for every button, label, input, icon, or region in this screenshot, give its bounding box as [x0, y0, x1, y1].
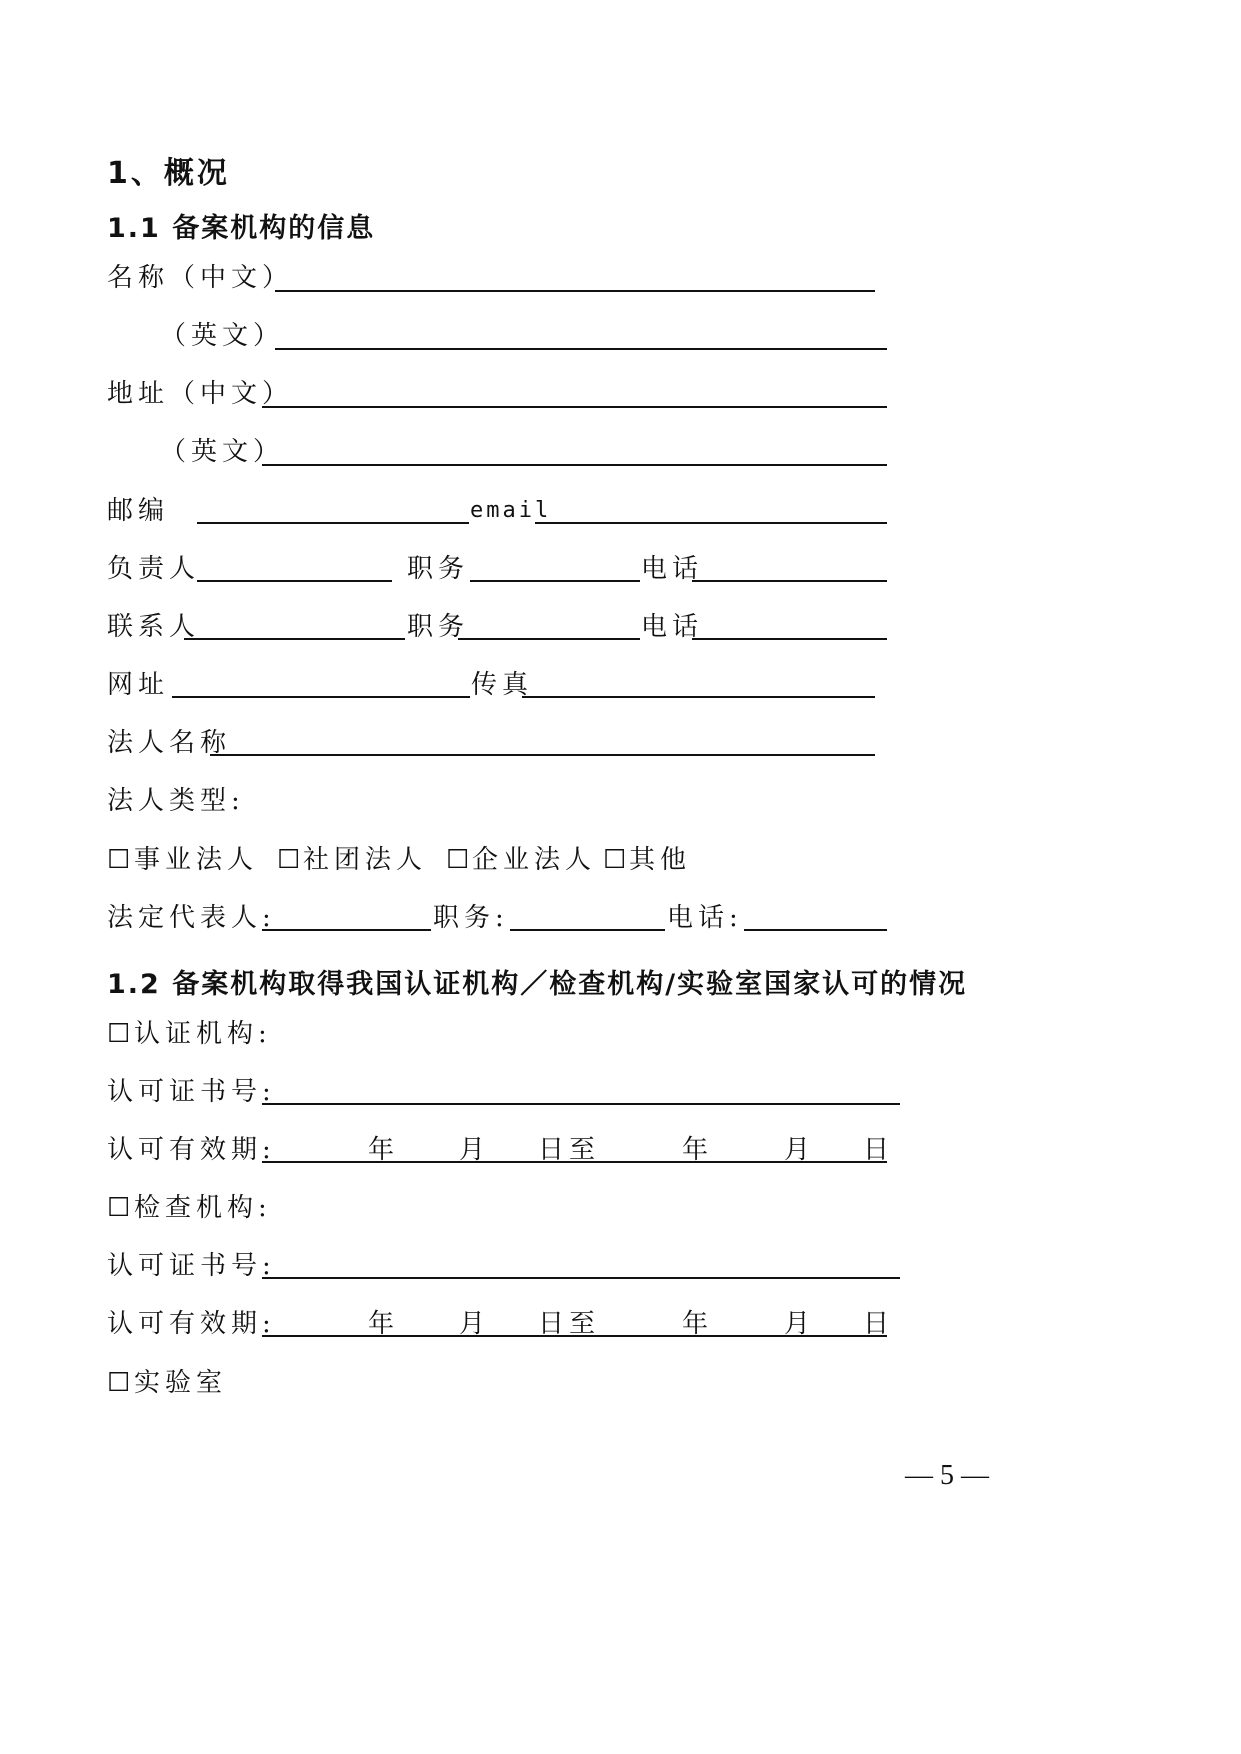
legal-name-field[interactable]: [210, 754, 875, 756]
legal-type-option-label: 事业法人: [134, 845, 259, 875]
addr-en-label: （英文）: [160, 437, 285, 467]
checkbox-icon[interactable]: ☐: [277, 845, 306, 875]
website-field[interactable]: [172, 696, 470, 698]
addr-cn-label: 地址（中文）: [107, 379, 294, 409]
cert-org-label: 认证机构:: [134, 1019, 272, 1049]
validity-label-1: 认可有效期:: [107, 1135, 276, 1165]
email-label: email: [470, 498, 552, 523]
validity-label-2: 认可有效期:: [107, 1309, 276, 1339]
name-en-field[interactable]: [275, 348, 887, 350]
email-field[interactable]: [535, 522, 887, 524]
validity-1-month-to: 月: [784, 1135, 816, 1165]
website-label: 网址: [107, 670, 170, 700]
postcode-label: 邮编: [107, 496, 170, 526]
checkbox-icon[interactable]: ☐: [107, 1019, 136, 1049]
section-title: 1、概况: [107, 156, 230, 191]
fax-label: 传真: [471, 670, 534, 700]
contact-post-label: 职务: [407, 612, 470, 642]
cert-no-label-1: 认可证书号:: [107, 1077, 276, 1107]
checkbox-icon[interactable]: ☐: [107, 845, 136, 875]
cert-no-field-1[interactable]: [262, 1103, 900, 1105]
legal-name-label: 法人名称: [107, 728, 232, 758]
addr-en-field[interactable]: [262, 464, 887, 466]
rep-field[interactable]: [262, 929, 431, 931]
name-cn-field[interactable]: [275, 290, 875, 292]
validity-1-day-to: 日至: [538, 1135, 601, 1165]
validity-1-year-to: 年: [682, 1135, 714, 1165]
validity-1-year-from: 年: [368, 1135, 400, 1165]
validity-2-year-from: 年: [368, 1309, 400, 1339]
contact-label: 联系人: [107, 612, 201, 642]
leader-label: 负责人: [107, 554, 201, 584]
legal-type-option-label: 社团法人: [303, 845, 428, 875]
checkbox-icon[interactable]: ☐: [603, 845, 632, 875]
rep-label: 法定代表人:: [107, 903, 276, 933]
rep-phone-label: 电话:: [667, 903, 743, 933]
subsection-1-1-title: 1.1 备案机构的信息: [107, 213, 376, 244]
legal-type-label: 法人类型:: [107, 786, 245, 816]
legal-type-option-label: 企业法人: [472, 845, 597, 875]
rep-phone-field[interactable]: [744, 929, 887, 931]
legal-type-option-label: 其他: [629, 845, 692, 875]
leader-post-label: 职务: [407, 554, 470, 584]
page-number: — 5 —: [905, 1460, 989, 1491]
subsection-1-2-title: 1.2 备案机构取得我国认证机构／检查机构/实验室国家认可的情况: [107, 969, 968, 1000]
contact-post-field[interactable]: [458, 638, 640, 640]
contact-phone-label: 电话: [641, 612, 704, 642]
validity-2-month-from: 月: [459, 1309, 491, 1339]
postcode-field[interactable]: [197, 522, 469, 524]
contact-phone-field[interactable]: [692, 638, 887, 640]
checkbox-icon[interactable]: ☐: [107, 1193, 136, 1223]
name-en-label: （英文）: [160, 321, 285, 351]
leader-phone-label: 电话: [641, 554, 704, 584]
name-cn-label: 名称（中文）: [107, 263, 294, 293]
validity-2-year-to: 年: [682, 1309, 714, 1339]
checkbox-icon[interactable]: ☐: [107, 1368, 136, 1398]
fax-field[interactable]: [522, 696, 875, 698]
lab-label: 实验室: [134, 1368, 228, 1398]
validity-2-day: 日: [863, 1309, 895, 1339]
validity-2-month-to: 月: [784, 1309, 816, 1339]
rep-post-field[interactable]: [510, 929, 665, 931]
validity-1-day: 日: [863, 1135, 895, 1165]
leader-phone-field[interactable]: [692, 580, 887, 582]
leader-field[interactable]: [197, 580, 392, 582]
inspect-org-label: 检查机构:: [134, 1193, 272, 1223]
cert-no-label-2: 认可证书号:: [107, 1251, 276, 1281]
leader-post-field[interactable]: [470, 580, 640, 582]
validity-1-month-from: 月: [459, 1135, 491, 1165]
contact-field[interactable]: [184, 638, 405, 640]
cert-no-field-2[interactable]: [262, 1277, 900, 1279]
checkbox-icon[interactable]: ☐: [446, 845, 475, 875]
validity-2-day-to: 日至: [538, 1309, 601, 1339]
addr-cn-field[interactable]: [262, 406, 887, 408]
rep-post-label: 职务:: [433, 903, 509, 933]
